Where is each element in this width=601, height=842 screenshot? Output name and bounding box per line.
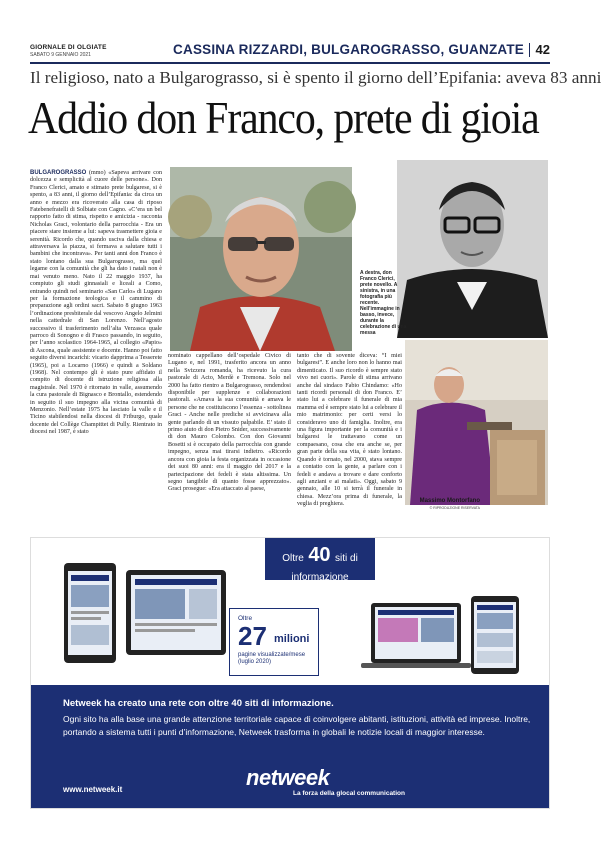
article-column-3 <box>297 353 402 508</box>
mass-illustration <box>405 340 548 505</box>
copyright-note: © RIPRODUZIONE RISERVATA <box>429 506 480 510</box>
article-subtitle: Il religioso, nato a Bulgarograsso, si è spento il giorno dell’Epifania: aveva 83 anni <box>30 68 601 87</box>
badge-27-unit: milioni <box>274 633 310 645</box>
article-kicker: BULGAROGRASSO <box>30 170 87 176</box>
masthead <box>30 40 550 64</box>
laptop-base <box>361 663 471 668</box>
ad-blue-panel <box>31 685 549 808</box>
article-column-2 <box>168 353 291 530</box>
photo-celebrating-mass <box>405 340 548 505</box>
issue-date: SABATO 9 GENNAIO 2021 <box>30 52 91 58</box>
column-3-text: tanto che di sovente diceva: “I miei bulgaresi”. E anche loro non lo hanno mai dimenticato. Il suo ricordo è sempre stato vivo nei cuori». Parole di stima arrivano anche dal sindaco Fabio Chindamo: «Ho tanti ricordi personali di don Franco. E’ stato lui a celebrare il funerale di mia mamma ed è sempre stato lui a celebrare il mio matrimonio: per certi versi lo consideravo uno di famiglia. Inoltre, era una figura importante per la comunità e i bulgaresi le trattavano come un compaesano, cosa che era anche se, per gran parte della sua vita, è stato lontano. Quando è tornato, nel 2000, stava sempre a contatto con la gente, a parlare con i fedeli e andava a trovare e dare conforto agli anziani e ai malati». Oggi, sabato 9 gennaio, alle 10 si terrà il funerale in chiesa. Mezz’ora prima di funerale, la veglia di preghiera. <box>297 353 402 508</box>
badge-27-million <box>229 608 319 676</box>
phone-mockup-left <box>64 563 116 663</box>
netweek-tagline: La forza della glocal communication <box>293 790 405 797</box>
badge-27-prefix: Oltre <box>238 615 253 622</box>
photo-caption: A destra, don Franco Clerici, prete novello. A sinistra, in una fotografia più recente. Nell’immagine in basso, invece, durante la celebrazione di una messa <box>360 270 407 336</box>
phone-screen-right <box>474 602 516 668</box>
newspaper-name: GIORNALE DI OLGIATE <box>30 44 107 51</box>
badge-40-suffix: siti di informazione <box>291 553 358 583</box>
article-column-1 <box>30 170 162 530</box>
ad-headline: Netweek ha creato una rete con oltre 40 siti di informazione. <box>63 698 334 709</box>
page-number: 42 <box>535 42 550 57</box>
column-1-text: (mmo) «Sapeva arrivare con dolcezza e semplicità al cuore delle persone». Don Franco Clerici, amato e stimato prete bulgarese, si è spento, a 83 anni, il giorno dell’Epifania: da circa un anno e mezzo era ricoverato alla casa di riposo Fatebenefratelli di Solbiate con Cagno. «C’era un bel rapporto fatto di stima, rispetto e amicizia - racconta Nicholas Graci, volontario della parrocchia - Era un piacere stare insieme a lui: sapeva trasmettere gioia e serenità. Ricordo che, quando usciva dalla chiesa e attraversava la piazza, si fermava a salutare tutti i bambini che incontrava». Per tanti anni don Franco è stato lontano dalla sua Bulgarograsso, ma quel legame con la comunità che gli ha dato i natali non è mai venuto meno. Nato il 22 maggio 1937, ha compiuto gli studi ginnasiali e liceali a Como, entrando quindi nel seminario «San Carlo» di Lugano per la formazione teologica e il cammino di preparazione agli ordini sacri. Sabato 8 giugno 1963 l’ordinazione presbiterale dal vescovo Angelo Jelmini nella cattedrale di San Lorenzo. Nell’agosto successivo il trasferimento nell’alta Verzasca quale parroco di Sonogno e di Frasco passando, in seguito, per l’anno scolastico 1964-1965, al collegio «Papio» di Ascona, quale assistente e docente. Hanno poi fatto seguito diversi incarichi: vicario dapprima a Tesserete (1965), poi a Locarno (1966) e quindi a Soldano (1968). Nel contempo gli è stato pure affidato il compito di docente di istruzione religiosa alla magistrale. Nel 1970 è ritornato in valle, assumendo la cura pastorale di Bignasco e Brontallo, estendendo in seguito il suo impegno alla vicina comunità di Menzonio. Nell’estate 1975 ha lasciato la valle e il Ticino stabilendosi nella diocesi di Friburgo, quale docente del Collège Champittet di Pully. Rientrato in diocesi nel 1987, è stato <box>30 170 162 436</box>
photo-recent-portrait <box>170 167 352 351</box>
phone-screen-left <box>68 571 112 655</box>
column-2-text: nominato cappellano dell’ospedale Civico di Lugano e, nel 1991, trasferito ancora un anno nella Svizzera romanda, ha ricevuto la cura pastorale di Acto, Merdè e Tremona. Solo nel 2000 ha fatto rientro a Bulgarograsso, rendendosi disponibile per supplenze e collaborazioni pastorali. «Amava la sua comunità e amava le persone che ne costituiscono l’essenza - sottolinea Graci - Anche nelle prediche si avvicinava alla gente parlando di un vissuto palpabile. E’ stato il primo aiuto di don Pietro Snider, successivamente di don Mauro Colombo. Con don Giovanni Bosetti si è occupato della parrocchia con grande impegno, senza mai tirarsi indietro. «Ricordo ancora con gioia la festa organizzata in occasione dei suoi 80 anni: era il maggio del 2017 e la partecipazione dei fedeli è stata altissima. Un segno tangibile di quanto fosse apprezzato». Graci prosegue: «Era attaccato al paese, <box>168 353 291 493</box>
badge-40-sites <box>265 538 375 583</box>
netweek-logo: netweek <box>246 765 330 790</box>
article-byline: Massimo Montorfano <box>419 498 480 504</box>
phone-mockup-right <box>471 596 519 674</box>
badge-27-description: pagine visualizzate/mese (luglio 2020) <box>238 652 306 665</box>
portrait-illustration <box>170 167 352 351</box>
laptop-screen <box>375 607 457 659</box>
netweek-advertisement[interactable] <box>30 537 550 809</box>
badge-40-number: 40 <box>308 544 331 566</box>
masthead-divider <box>529 43 530 57</box>
ad-website-link[interactable]: www.netweek.it <box>63 785 123 794</box>
article-headline: Addio don Franco, prete di gioia <box>28 93 539 143</box>
section-title: CASSINA RIZZARDI, BULGAROGRASSO, GUANZATE <box>173 42 524 57</box>
ad-devices-area <box>31 538 549 688</box>
tablet-mockup <box>126 570 226 655</box>
photo-young-priest <box>397 160 548 338</box>
badge-40-prefix: Oltre <box>282 553 304 564</box>
young-priest-illustration <box>397 160 548 338</box>
badge-27-number: 27 <box>238 621 267 651</box>
laptop-mockup <box>371 603 461 663</box>
ad-body-text: Ogni sito ha alla base una grande attenzione territoriale capace di coinvolgere abitanti, istituzioni, attività ed imprese. Inoltre, portando a sistema tutti i punti d’informazione, Netweek trasforma in globali le notizie locali di maggior interesse. <box>63 714 531 737</box>
tablet-screen <box>131 575 221 650</box>
